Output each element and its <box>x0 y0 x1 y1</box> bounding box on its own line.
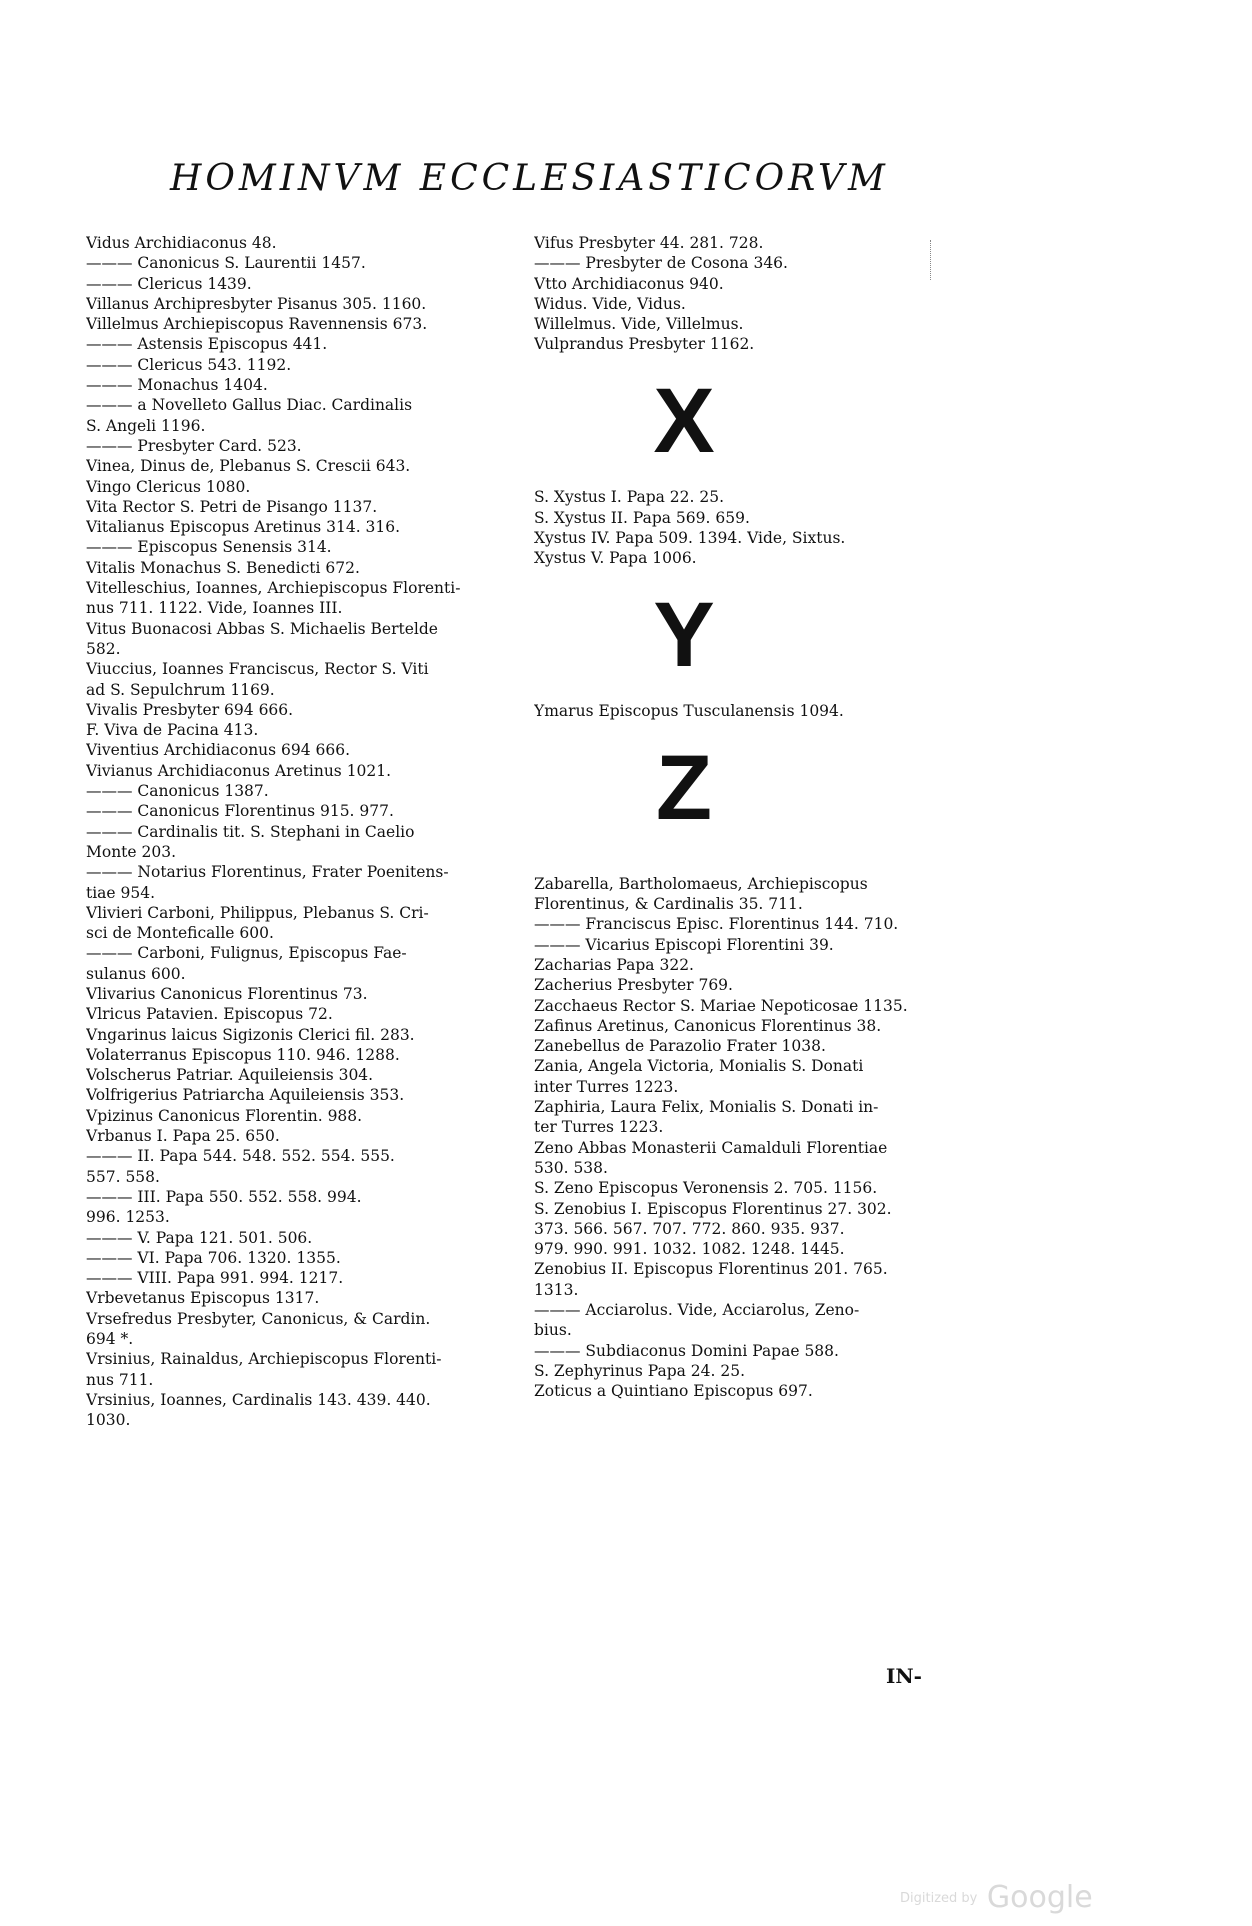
watermark-logo-text: Google <box>986 1880 1093 1915</box>
index-entry: ——— Astensis Episcopus 441. <box>86 335 328 354</box>
index-entry: Vrbevetanus Episcopus 1317. <box>86 1289 320 1308</box>
index-entry: ——— Canonicus 1387. <box>86 782 269 801</box>
index-entry: Viuccius, Ioannes Franciscus, Rector S. Viti <box>86 660 429 679</box>
index-entry: Viventius Archidiaconus 694 666. <box>86 741 351 760</box>
index-entry: ——— Canonicus S. Laurentii 1457. <box>86 254 366 273</box>
index-entry: ——— Episcopus Senensis 314. <box>86 538 332 557</box>
index-entry: ——— Carboni, Fulignus, Episcopus Fae- <box>86 944 407 963</box>
catchword: IN- <box>886 1664 922 1688</box>
index-entry: S. Zephyrinus Papa 24. 25. <box>534 1361 746 1380</box>
index-entry: Zania, Angela Victoria, Monialis S. Donati <box>534 1057 864 1076</box>
index-entry: 530. 538. <box>534 1158 608 1177</box>
index-entry: S. Zeno Episcopus Veronensis 2. 705. 1156. <box>534 1179 878 1198</box>
index-entry: ——— Franciscus Episc. Florentinus 144. 710. <box>534 915 899 934</box>
index-entry: 979. 990. 991. 1032. 1082. 1248. 1445. <box>534 1240 845 1259</box>
index-entry: ——— Acciarolus. Vide, Acciarolus, Zeno- <box>534 1300 860 1319</box>
index-entry: tiae 954. <box>86 883 156 902</box>
index-entry: Vita Rector S. Petri de Pisango 1137. <box>86 497 378 516</box>
z-entries <box>534 874 974 1402</box>
index-entry: Xystus V. Papa 1006. <box>534 549 697 568</box>
index-entry: Xystus IV. Papa 509. 1394. Vide, Sixtus. <box>534 528 846 547</box>
index-entry: nus 711. <box>86 1370 154 1389</box>
index-entry: Vrsinius, Rainaldus, Archiepiscopus Florenti- <box>86 1350 442 1369</box>
index-entry: Zaphiria, Laura Felix, Monialis S. Donati in- <box>534 1098 879 1117</box>
page-header: HOMINVM ECCLESIASTICORVM <box>170 158 889 199</box>
index-entry: 557. 558. <box>86 1167 160 1186</box>
index-entry: ——— Clericus 1439. <box>86 274 252 293</box>
index-entry: ——— Subdiaconus Domini Papae 588. <box>534 1341 839 1360</box>
index-entry: S. Zenobius I. Episcopus Florentinus 27. 302. <box>534 1199 892 1218</box>
index-entry: Villanus Archipresbyter Pisanus 305. 1160. <box>86 294 427 313</box>
index-entry: Vitalianus Episcopus Aretinus 314. 316. <box>86 518 401 537</box>
right-top-entries <box>534 233 974 355</box>
index-entry: nus 711. 1122. Vide, Ioannes III. <box>86 599 343 618</box>
index-entry: Vpizinus Canonicus Florentin. 988. <box>86 1106 363 1125</box>
index-entry: Vidus Archidiaconus 48. <box>86 234 277 252</box>
index-entry: ——— Presbyter de Cosona 346. <box>534 254 788 273</box>
index-entry: Vlivieri Carboni, Philippus, Plebanus S. Cri- <box>86 903 429 922</box>
index-entry: ——— Clericus 543. 1192. <box>86 355 292 374</box>
index-entry: sci de Monteficalle 600. <box>86 924 274 943</box>
index-entry: sulanus 600. <box>86 964 186 983</box>
index-entry: Volscherus Patriar. Aquileiensis 304. <box>86 1066 374 1085</box>
index-entry: Zacharias Papa 322. <box>534 955 694 974</box>
index-entry: ——— VI. Papa 706. 1320. 1355. <box>86 1248 341 1267</box>
index-entry: Vitalis Monachus S. Benedicti 672. <box>86 558 360 577</box>
index-entry: bius. <box>534 1321 572 1340</box>
index-entry: Widus. Vide, Vidus. <box>534 294 686 313</box>
index-entry: Vrbanus I. Papa 25. 650. <box>86 1127 280 1146</box>
right-column <box>534 233 974 1401</box>
index-entry: Zeno Abbas Monasterii Camalduli Florentiae <box>534 1138 888 1157</box>
left-column <box>86 233 526 1431</box>
index-entry: Vtto Archidiaconus 940. <box>534 274 724 293</box>
index-entry: Zenobius II. Episcopus Florentinus 201. 765. <box>534 1260 888 1279</box>
index-entry: 373. 566. 567. 707. 772. 860. 935. 937. <box>534 1219 845 1238</box>
index-entry: ——— III. Papa 550. 552. 558. 994. <box>86 1187 362 1206</box>
index-entry: ——— II. Papa 544. 548. 552. 554. 555. <box>86 1147 395 1166</box>
index-entry: Zafinus Aretinus, Canonicus Florentinus 38. <box>534 1016 882 1035</box>
index-entry: ——— Cardinalis tit. S. Stephani in Caelio <box>86 822 415 841</box>
index-entry: S. Xystus II. Papa 569. 659. <box>534 508 750 527</box>
index-entry: Zacherius Presbyter 769. <box>534 976 733 995</box>
index-entry: ——— Presbyter Card. 523. <box>86 436 302 455</box>
index-entry: ——— a Novelleto Gallus Diac. Cardinalis <box>86 396 413 415</box>
index-entry: ——— V. Papa 121. 501. 506. <box>86 1228 313 1247</box>
index-entry: ——— Monachus 1404. <box>86 376 268 395</box>
index-entry: inter Turres 1223. <box>534 1077 679 1096</box>
margin-mark <box>930 240 941 280</box>
index-entry: Vrsinius, Ioannes, Cardinalis 143. 439. 440. <box>86 1390 431 1409</box>
index-entry: 582. <box>86 639 121 658</box>
index-entry: Vulprandus Presbyter 1162. <box>534 335 755 354</box>
index-entry: 996. 1253. <box>86 1208 170 1227</box>
digitized-watermark <box>900 1880 1093 1915</box>
index-entry: 1313. <box>534 1280 579 1299</box>
index-entry: ——— Canonicus Florentinus 915. 977. <box>86 802 394 821</box>
y-entries <box>534 701 974 721</box>
watermark-small-text: Digitized by <box>900 1891 978 1906</box>
index-entry: ad S. Sepulchrum 1169. <box>86 680 275 699</box>
index-entry: Vngarinus laicus Sigizonis Clerici fil. 283. <box>86 1025 415 1044</box>
x-entries <box>534 487 974 568</box>
index-entry: Zacchaeus Rector S. Mariae Nepoticosae 1135. <box>534 996 908 1015</box>
index-entry: Vivalis Presbyter 694 666. <box>86 700 294 719</box>
index-entry: S. Angeli 1196. <box>86 416 206 435</box>
index-entry: Monte 203. <box>86 842 177 861</box>
index-entry: Volaterranus Episcopus 110. 946. 1288. <box>86 1045 400 1064</box>
index-entry: Vinea, Dinus de, Plebanus S. Crescii 643. <box>86 457 411 476</box>
index-entry: ter Turres 1223. <box>534 1118 664 1137</box>
index-entry: ——— Vicarius Episcopi Florentini 39. <box>534 935 834 954</box>
index-entry: ——— Notarius Florentinus, Frater Poenitens- <box>86 863 449 882</box>
index-entry: Vitelleschius, Ioannes, Archiepiscopus Florenti- <box>86 579 461 598</box>
index-entry: Volfrigerius Patriarcha Aquileiensis 353. <box>86 1086 405 1105</box>
index-entry: Zabarella, Bartholomaeus, Archiepiscopus <box>534 874 868 893</box>
index-entry: Vrsefredus Presbyter, Canonicus, & Cardin. <box>86 1309 431 1328</box>
index-entry: Zoticus a Quintiano Episcopus 697. <box>534 1382 813 1401</box>
section-letter-z: Z <box>655 736 713 839</box>
index-entry: 1030. <box>86 1411 131 1430</box>
index-entry: Villelmus Archiepiscopus Ravennensis 673. <box>86 315 428 334</box>
index-entry: Vitus Buonacosi Abbas S. Michaelis Bertelde <box>86 619 438 638</box>
index-entry: Zanebellus de Parazolio Frater 1038. <box>534 1037 826 1056</box>
index-entry: Vivianus Archidiaconus Aretinus 1021. <box>86 761 392 780</box>
index-entry: F. Viva de Pacina 413. <box>86 721 259 740</box>
section-letter-y: Y <box>653 583 715 686</box>
section-letter-x: X <box>653 370 715 473</box>
index-entry: Vlricus Patavien. Episcopus 72. <box>86 1005 333 1024</box>
index-entry: Vifus Presbyter 44. 281. 728. <box>534 234 764 252</box>
index-entry: Willelmus. Vide, Villelmus. <box>534 315 744 334</box>
index-entry: 694 *. <box>86 1330 134 1349</box>
index-entry: Vlivarius Canonicus Florentinus 73. <box>86 984 368 1003</box>
index-entry: Ymarus Episcopus Tusculanensis 1094. <box>534 702 844 721</box>
index-entry: Florentinus, & Cardinalis 35. 711. <box>534 895 803 914</box>
index-entry: Vingo Clericus 1080. <box>86 477 251 496</box>
index-entry: ——— VIII. Papa 991. 994. 1217. <box>86 1269 344 1288</box>
index-entry: S. Xystus I. Papa 22. 25. <box>534 488 725 507</box>
